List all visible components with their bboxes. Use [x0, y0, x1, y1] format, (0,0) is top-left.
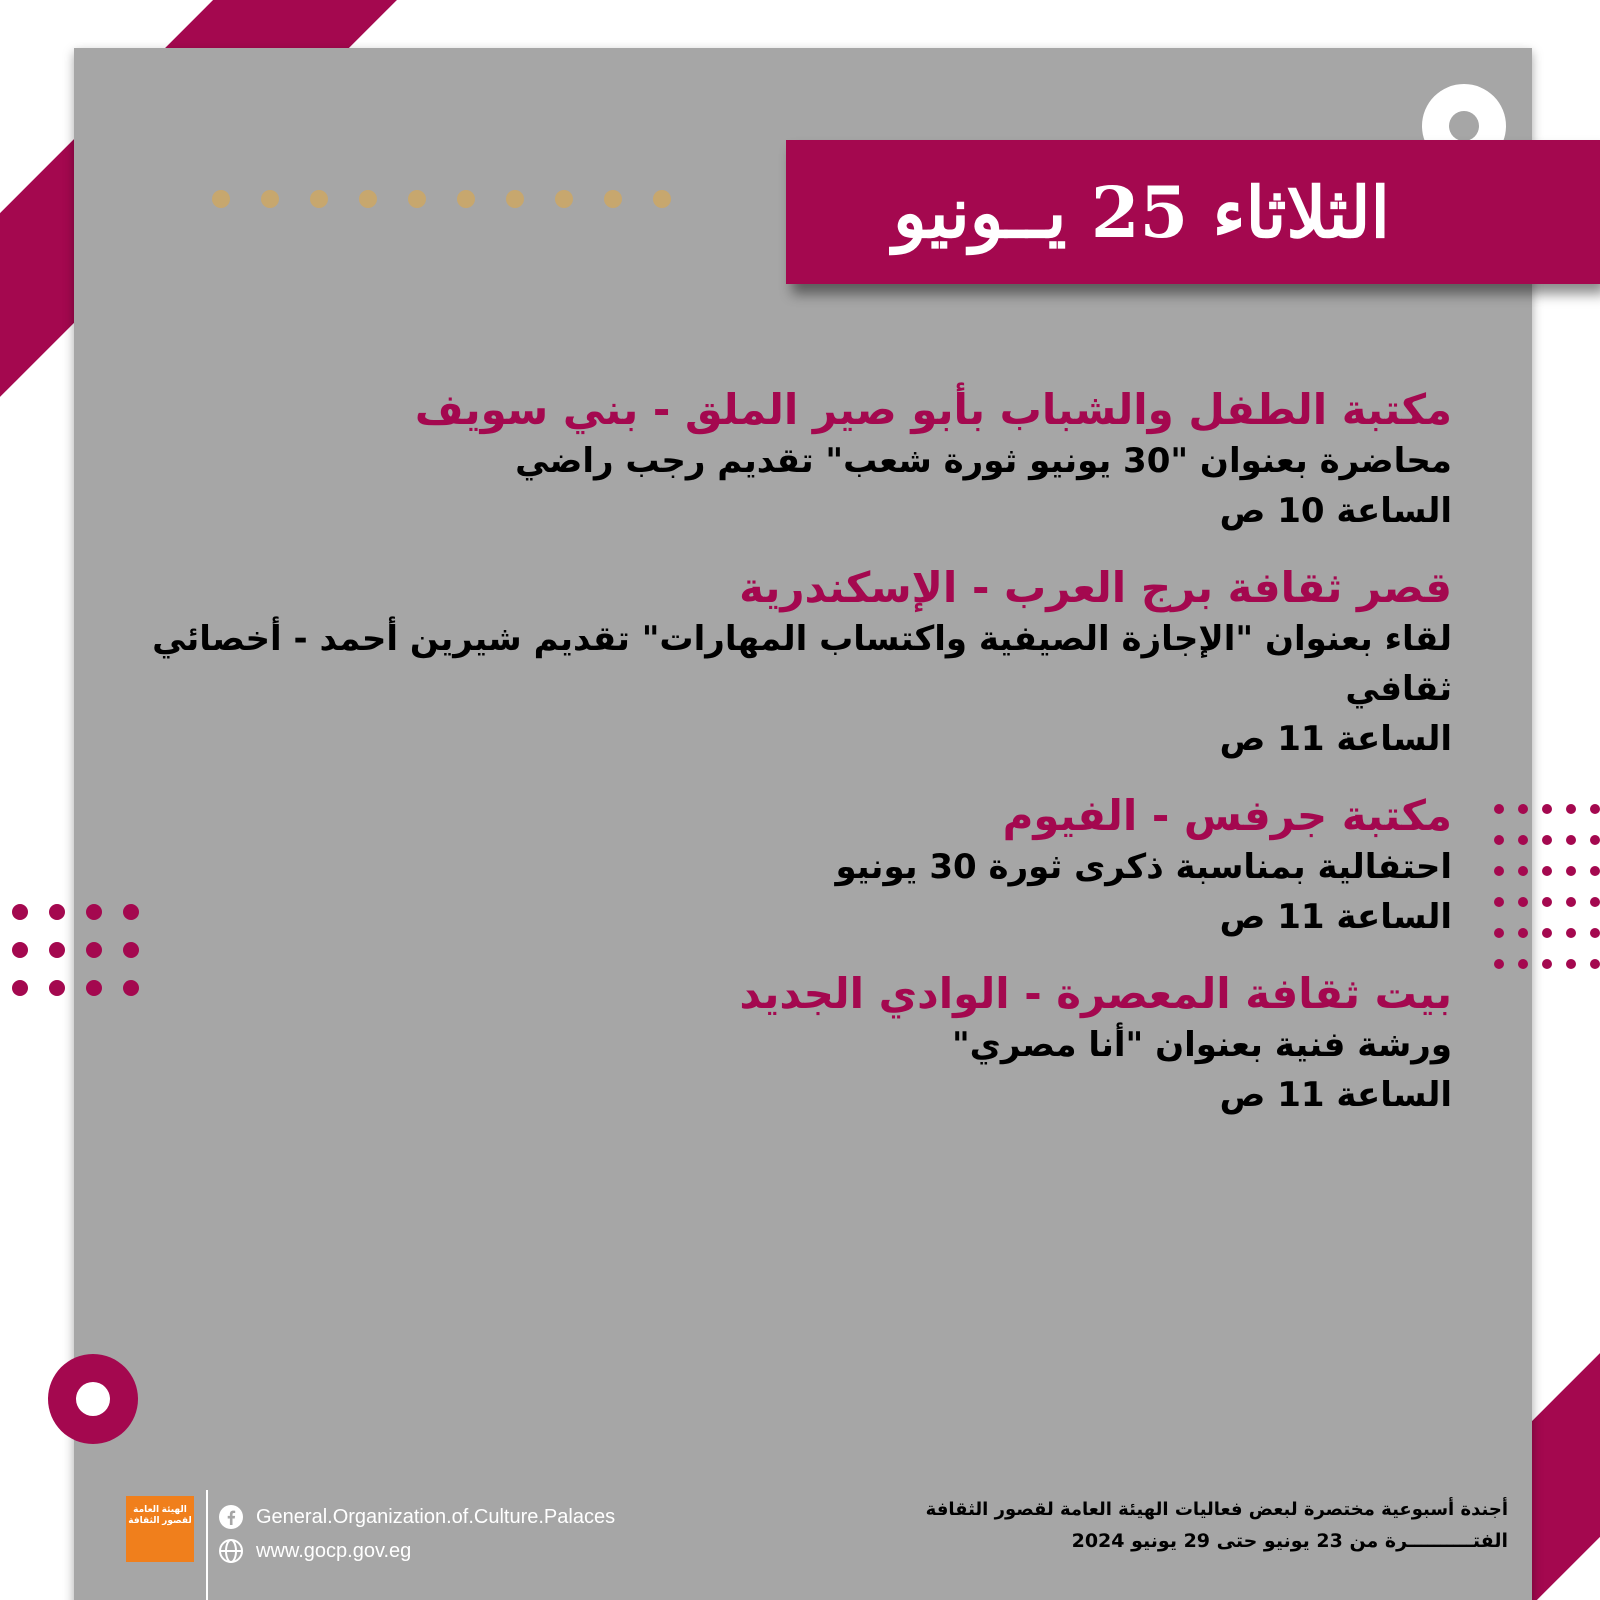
website-link[interactable] [218, 1534, 615, 1568]
event-time: الساعة 11 ص [1219, 1075, 1452, 1115]
event-item [132, 968, 1452, 1120]
globe-icon [218, 1538, 244, 1564]
event-description: لقاء بعنوان "الإجازة الصيفية واكتساب المهارات" تقديم شيرين أحمد - أخصائي ثقافي [152, 619, 1452, 709]
events-list [132, 384, 1452, 1146]
decor-ring-bottom [48, 1354, 138, 1444]
agenda-period: الفتــــــــــرة من 23 يونيو حتى 29 يونيو 2024 [1071, 1530, 1508, 1552]
event-description: محاضرة بعنوان "30 يونيو ثورة شعب" تقديم رجب راضي [515, 441, 1452, 481]
website-url: www.gocp.gov.eg [256, 1539, 412, 1562]
event-time: الساعة 11 ص [1219, 719, 1452, 759]
facebook-handle: General.Organization.of.Culture.Palaces [256, 1505, 616, 1528]
footer-agenda [926, 1496, 1508, 1558]
gocp-logo [126, 1496, 194, 1562]
event-item [132, 384, 1452, 536]
event-time: الساعة 10 ص [1219, 491, 1452, 531]
event-description: احتفالية بمناسبة ذكرى ثورة 30 يونيو [835, 847, 1452, 887]
event-place: مكتبة الطفل والشباب بأبو صير الملق - بني سويف [414, 385, 1452, 434]
event-description: ورشة فنية بعنوان "أنا مصري" [951, 1025, 1452, 1065]
event-place: مكتبة جرفس - الفيوم [1002, 791, 1452, 840]
title-bar [786, 140, 1600, 284]
event-time: الساعة 11 ص [1219, 897, 1452, 937]
facebook-link[interactable] [218, 1500, 615, 1534]
event-item [132, 562, 1452, 764]
event-place: بيت ثقافة المعصرة - الوادي الجديد [739, 969, 1452, 1018]
page-title: الثلاثاء 25 يــونيو [893, 170, 1390, 254]
footer-social [218, 1500, 615, 1568]
decor-dot-grid-right [1494, 804, 1600, 969]
decor-dot-grid-left [12, 904, 139, 996]
agenda-description: أجندة أسبوعية مختصرة لبعض فعاليات الهيئة العامة لقصور الثقافة [925, 1499, 1508, 1520]
decor-gold-dots [212, 190, 671, 208]
logo-text: الهيئة العامة لقصور الثقافة [128, 1504, 192, 1525]
facebook-icon [218, 1504, 244, 1530]
event-place: قصر ثقافة برج العرب - الإسكندرية [739, 563, 1452, 612]
footer-divider [206, 1490, 208, 1600]
event-item [132, 790, 1452, 942]
